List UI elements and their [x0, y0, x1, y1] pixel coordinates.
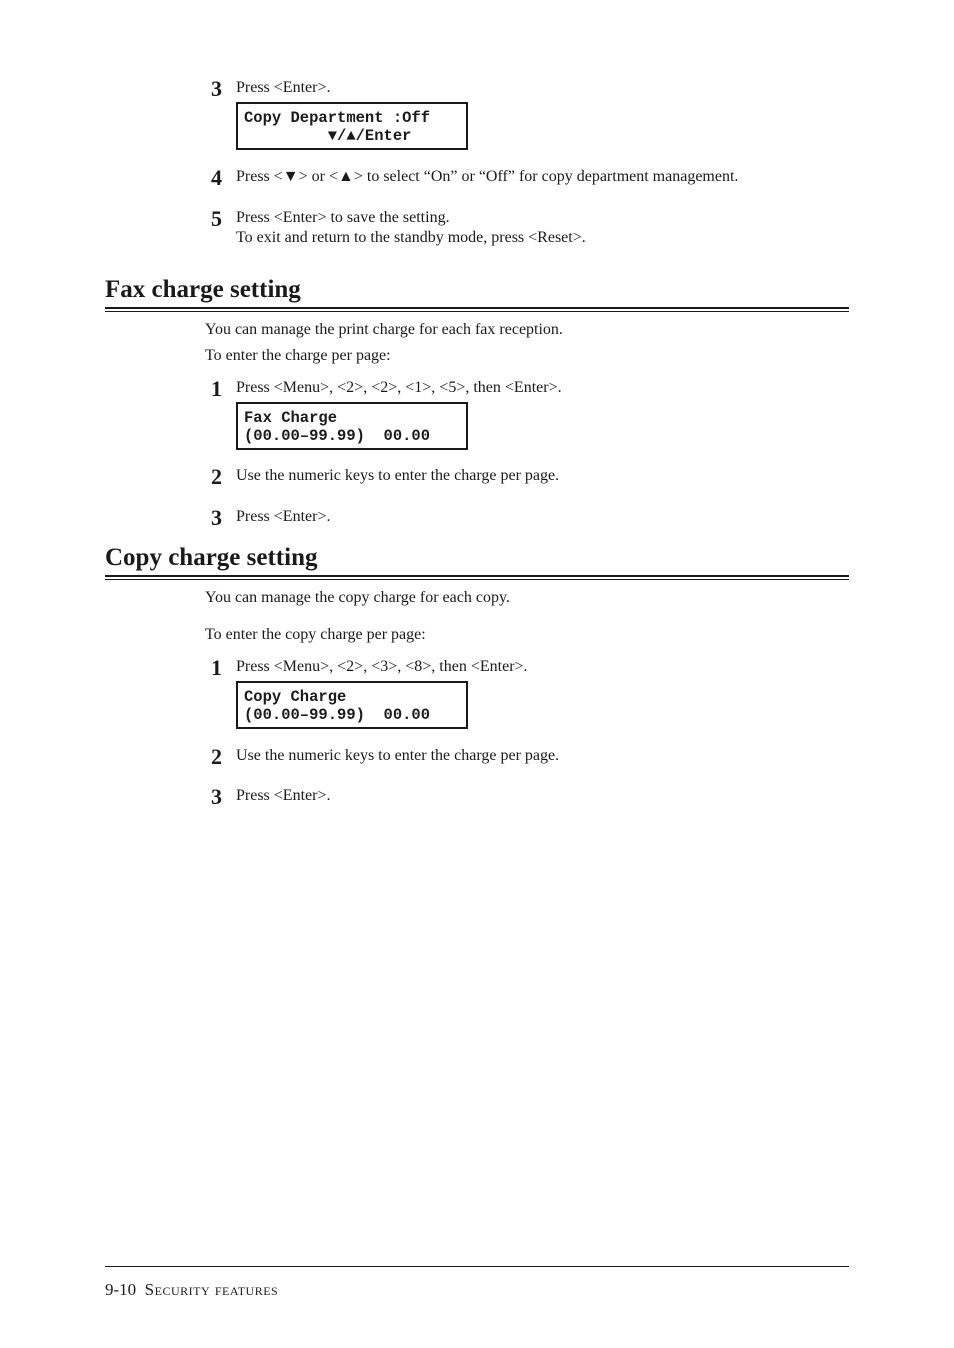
step-text: Press <Menu>, <2>, <2>, <1>, <5>, then <Enter>. [236, 379, 562, 396]
step-text: Press <Enter>. [236, 79, 331, 96]
step-number: 4 [211, 165, 222, 190]
lcd-display-copy-charge [236, 681, 468, 729]
step-number: 2 [211, 744, 222, 769]
intro-text: To enter the copy charge per page: [205, 626, 426, 643]
page-footer [105, 1279, 278, 1301]
section-heading-fax-charge: Fax charge setting [105, 276, 301, 303]
lcd-display-fax-charge [236, 402, 468, 450]
page-number: 9-10 [105, 1280, 137, 1299]
lcd-line-2: ▼/▲/Enter [244, 127, 412, 145]
section-heading-copy-charge: Copy charge setting [105, 544, 318, 571]
lcd-line-1: Copy Department :Off [244, 109, 431, 127]
step-text: Press <Enter>. [236, 508, 331, 525]
step-text: Use the numeric keys to enter the charge per page. [236, 747, 560, 764]
heading-rule [105, 307, 849, 312]
step-number: 5 [211, 206, 222, 231]
lcd-line-1: Fax Charge [244, 409, 338, 427]
step-text: Press <▼> or <▲> to select “On” or “Off” for copy department management. [236, 168, 739, 185]
intro-text: To enter the charge per page: [205, 347, 391, 364]
lcd-line-1: Copy Charge [244, 688, 347, 706]
lcd-line-2: (00.00–99.99) 00.00 [244, 427, 431, 445]
step-number: 3 [211, 505, 222, 530]
lcd-line-2: (00.00–99.99) 00.00 [244, 706, 431, 724]
step-number: 1 [211, 376, 222, 401]
step-number: 3 [211, 784, 222, 809]
intro-text: You can manage the copy charge for each copy. [205, 589, 510, 606]
section-name: Security features [144, 1280, 279, 1299]
heading-rule [105, 575, 849, 580]
step-text: Press <Enter> to save the setting. [236, 209, 450, 226]
step-text: Use the numeric keys to enter the charge per page. [236, 467, 560, 484]
step-text: Press <Menu>, <2>, <3>, <8>, then <Enter>. [236, 658, 528, 675]
step-number: 2 [211, 464, 222, 489]
step-number: 3 [211, 76, 222, 101]
footer-rule [105, 1266, 849, 1267]
lcd-display-copy-department [236, 102, 468, 150]
step-subtext: To exit and return to the standby mode, press <Reset>. [236, 229, 586, 246]
step-text: Press <Enter>. [236, 787, 331, 804]
intro-text: You can manage the print charge for each fax reception. [205, 321, 563, 338]
step-number: 1 [211, 655, 222, 680]
